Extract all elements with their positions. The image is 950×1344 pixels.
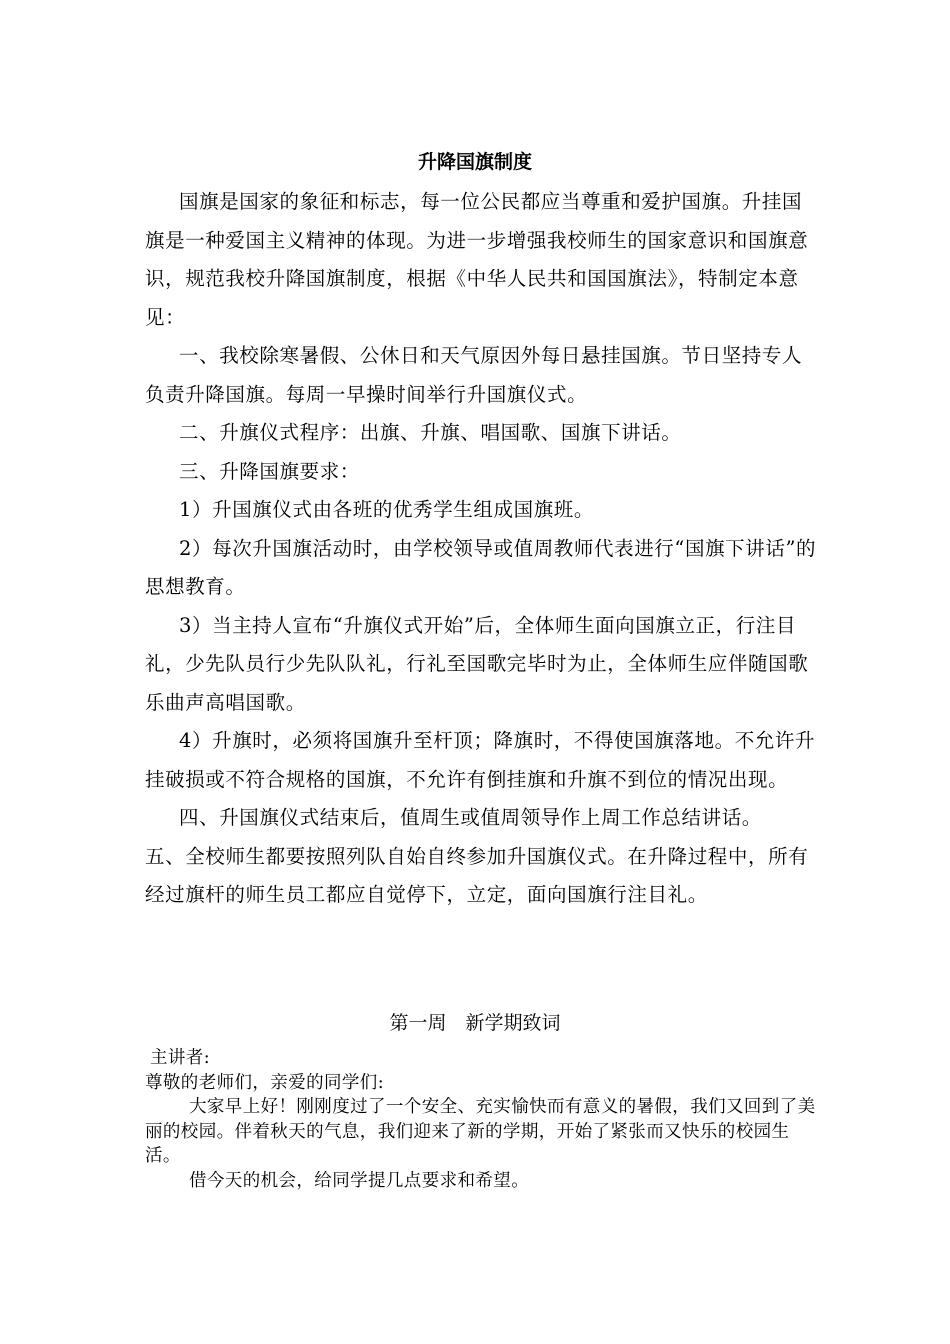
rule-3-item-2: 2）每次升国旗活动时，由学校领导或值周教师代表进行“国旗下讲话”的思想教育。 xyxy=(145,536,817,598)
rule-4-paragraph: 四、升国旗仪式结束后，值周生或值周领导作上周工作总结讲话。 xyxy=(179,806,762,829)
rule-3-item-1: 1）升国旗仪式由各班的优秀学生组成国旗班。 xyxy=(179,498,595,521)
rule-3-item-3: 3）当主持人宣布“升旗仪式开始”后，全体师生面向国旗立正，行注目礼，少先队员行少先队队礼，行礼至国歌完毕时为止，全体师生应伴随国歌乐曲声高唱国歌。 xyxy=(145,613,809,714)
rule-5-paragraph: 五、全校师生都要按照列队自始自终参加升国旗仪式。在升降过程中，所有经过旗杆的师生员工都应自觉停下，立定，面向国旗行注目礼。 xyxy=(145,844,809,906)
rule-2-paragraph: 二、升旗仪式程序：出旗、升旗、唱国歌、国旗下讲话。 xyxy=(179,421,682,444)
document-title: 升降国旗制度 xyxy=(417,151,532,173)
rule-1-paragraph: 一、我校除寒暑假、公休日和天气原因外每日悬挂国旗。节日坚持专人负责升降国旗。每周一早操时间举行升国旗仪式。 xyxy=(145,344,803,406)
rule-3-heading: 三、升降国旗要求： xyxy=(179,459,360,483)
speech-greeting: 尊敬的老师们，亲爱的同学们: xyxy=(145,1072,384,1093)
speech-body xyxy=(145,1046,825,1193)
intro-paragraph: 国旗是国家的象征和标志，每一位公民都应当尊重和爱护国旗。升挂国旗是一种爱国主义精神的体现。为进一步增强我校师生的国家意识和国旗意识，规范我校升降国旗制度，根据《中华人民共和国国旗法》，特制定本意见： xyxy=(145,190,809,329)
speech-title: 第一周 新学期致词 xyxy=(389,1012,561,1034)
rule-3-item-4: 4）升旗时，必须将国旗升至杆顶；降旗时，不得使国旗落地。不允许升挂破损或不符合规格的国旗，不允许有倒挂旗和升旗不到位的情况出现。 xyxy=(145,729,816,791)
speech-paragraph-2: 借今天的机会，给同学提几点要求和希望。 xyxy=(189,1170,530,1191)
speech-paragraph-1: 大家早上好！刚刚度过了一个安全、充实愉快而有意义的暑假，我们又回到了美丽的校园。伴着秋天的气息，我们迎来了新的学期，开始了紧张而又快乐的校园生活。 xyxy=(145,1097,816,1166)
regulation-body xyxy=(145,183,817,915)
speaker-label: 主讲者: xyxy=(150,1048,210,1068)
